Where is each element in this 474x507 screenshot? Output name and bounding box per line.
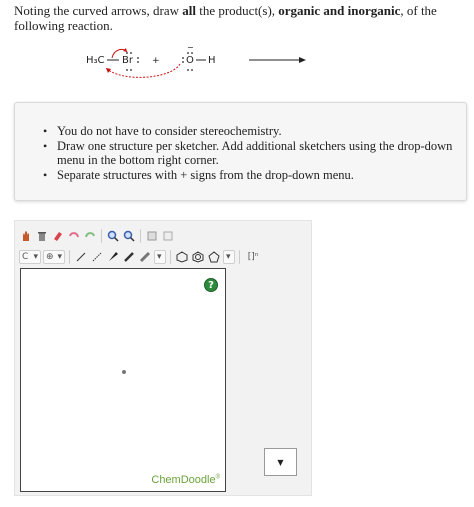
bracket-tool-icon[interactable]: []ⁿ: [247, 252, 259, 262]
instruction-item: [43, 139, 453, 168]
toolbar-divider: [239, 250, 240, 264]
single-bond-icon[interactable]: [74, 250, 88, 264]
ring-benzene-icon[interactable]: [191, 250, 205, 264]
clean-icon[interactable]: [145, 229, 159, 243]
bond-dropdown[interactable]: [154, 250, 166, 264]
instruction-item: [43, 168, 453, 183]
ring-dropdown[interactable]: [223, 250, 235, 264]
info-icon[interactable]: [161, 229, 175, 243]
curved-arrow-head-1: [123, 48, 127, 52]
bullet-icon: •: [43, 167, 48, 182]
question-suffix: , of the following reaction.: [14, 3, 437, 33]
question-text: [14, 3, 469, 33]
brand-name: ChemDoodle: [151, 474, 216, 486]
trash-icon[interactable]: [35, 229, 49, 243]
double-bond-icon[interactable]: [122, 250, 136, 264]
help-icon[interactable]: ?: [204, 278, 218, 292]
hydroxide-charge: −: [187, 43, 194, 52]
sketcher-canvas[interactable]: [20, 268, 226, 492]
instruction-text: You do not have to consider stereochemistry.: [57, 124, 282, 138]
add-sketcher-dropdown[interactable]: [264, 448, 297, 476]
curved-arrow-oh-to-c: [106, 64, 180, 77]
question-bold-all: all: [182, 3, 196, 18]
instructions-box: [14, 102, 467, 201]
reactant-methyl: H₃C: [86, 55, 105, 66]
question-middle: the product(s),: [195, 3, 279, 18]
toolbar-divider: [170, 250, 171, 264]
charge-icon: ⊕: [46, 252, 54, 262]
toolbar-divider: [101, 229, 102, 243]
instruction-item: [43, 124, 453, 139]
toolbar-row-2: [19, 248, 262, 266]
instruction-text: Draw one structure per sketcher. Add additional sketchers using the drop-down menu in the bottom right corner.: [57, 138, 453, 167]
atom-label: C: [22, 252, 29, 262]
chevron-down-icon: ▾: [226, 252, 231, 262]
eraser-icon[interactable]: [51, 229, 65, 243]
undo-icon[interactable]: [67, 229, 81, 243]
toolbar-divider: [140, 229, 141, 243]
question-bold-organic: organic and inorganic: [278, 3, 401, 18]
wedge-bond-icon[interactable]: [90, 250, 104, 264]
canvas-center-dot: [122, 370, 126, 374]
chevron-down-icon: ▾: [157, 252, 162, 262]
hand-icon[interactable]: [19, 229, 33, 243]
chevron-down-icon: ▾: [33, 252, 38, 262]
toolbar-divider: [69, 250, 70, 264]
charge-dropdown[interactable]: [43, 250, 65, 264]
reaction-scheme: [0, 40, 474, 85]
reactant-bromine: Br: [122, 55, 133, 66]
hydroxide-hydrogen: H: [208, 55, 216, 66]
reaction-plus: +: [152, 56, 160, 66]
zoom-out-icon[interactable]: [122, 229, 136, 243]
redo-icon[interactable]: [83, 229, 97, 243]
curved-arrow-head-2: [106, 68, 111, 73]
bold-bond-icon[interactable]: [106, 250, 120, 264]
instruction-text: Separate structures with + signs from the drop-down menu.: [57, 167, 354, 182]
triple-bond-icon[interactable]: [138, 250, 152, 264]
question-prefix: Noting the curved arrows, draw: [14, 3, 183, 18]
ring-cyclopentane-icon[interactable]: [207, 250, 221, 264]
brand-mark: ®: [215, 474, 220, 481]
zoom-in-icon[interactable]: [106, 229, 120, 243]
bullet-icon: •: [43, 138, 48, 153]
chevron-down-icon: ▾: [57, 252, 62, 262]
chevron-down-icon: ▼: [277, 457, 284, 467]
toolbar-row-1: [19, 227, 175, 245]
reaction-arrow-head: [299, 57, 306, 63]
ring-cyclohexane-icon[interactable]: [175, 250, 189, 264]
chemdoodle-brand: [151, 474, 220, 486]
hydroxide-oxygen: O: [186, 55, 194, 66]
bullet-icon: •: [43, 124, 48, 138]
atom-element-dropdown[interactable]: [19, 250, 41, 264]
instructions-list: [43, 124, 453, 182]
